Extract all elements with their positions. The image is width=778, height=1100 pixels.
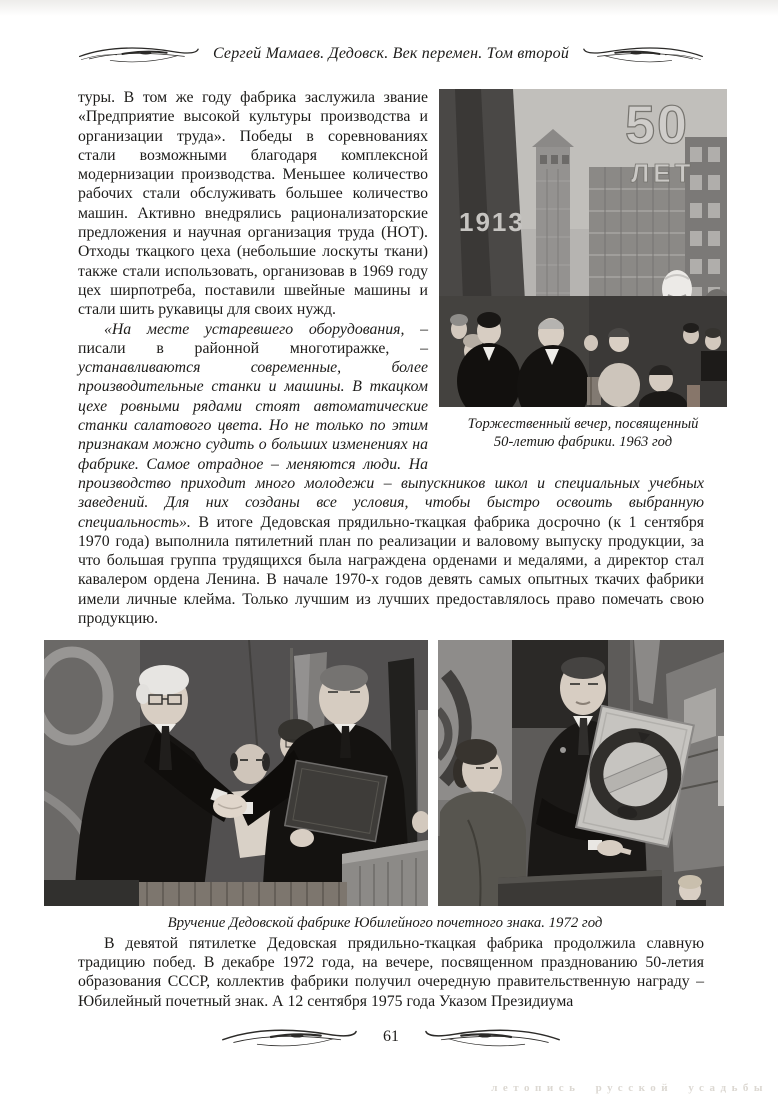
top-photo-figure	[439, 89, 727, 451]
top-photo-caption	[439, 415, 727, 451]
flourish-ornament-icon	[221, 1026, 357, 1048]
handshake	[213, 794, 247, 818]
backdrop-50-text: 50	[625, 95, 690, 155]
paragraph: В девятой пятилетке Дедовская прядильно-ткацкая фабрика продолжила славную традицию побед. В декабре 1972 года, на вечере, посвященном празднованию 50-летия образования СССР, коллектив фабрики получил очередную правительственную награду – Юбилейный почетный знак. А 12 сентября 1975 года Указом Президиума	[78, 934, 704, 1010]
page-header	[78, 42, 704, 66]
paragraph-continuation: туры. В том же году фабрика заслужила звание «Предприятие высокой культуры производства и организации труда». Победы в соревнованиях стали возможными благодаря комплексной модернизации производства. Меньшее количество рабочих стали обслуживать большее количество машин. Активно внедрялись рационализаторские предложения и научная организация труда (НОТ). Отходы ткацкого цеха (небольшие лоскуты ткани) также стали использовать, организовав в 1969 году цех ширпотреба, поставили швейные машины и стали шить рукавицы для своих нужд.	[78, 89, 428, 319]
flourish-ornament-icon	[583, 42, 704, 66]
award-photos-figure	[44, 640, 726, 933]
photo-award-handshake-1972	[44, 640, 428, 906]
caption-line: Торжественный вечер, посвященный	[467, 416, 699, 432]
backdrop-year-text: 1913	[459, 207, 525, 237]
page-content	[78, 88, 704, 1011]
publisher-watermark: летопись русской усадьбы	[491, 1082, 768, 1094]
flourish-ornament-icon	[78, 42, 199, 66]
quote-text: «На месте устаревшего оборудования, –	[104, 320, 428, 338]
page-footer	[78, 1026, 704, 1048]
quote-text: устанавливаются современные, более производительные станки и машины. В ткацком цехе ровными рядами стоят автоматические станки салатового цвета. Но не только по этим признакам можно судить о больших изменениях на фабрике. Самое отрадное – меняются люди. На производство приходит много молодежи – выпускников школ и специальных учебных заведений. Для них созданы все условия, чтобы быстро освоить выбранную специальность».	[78, 359, 704, 531]
running-title: Сергей Мамаев. Дедовск. Век перемен. Том второй	[212, 45, 570, 62]
caption-line: 50-летию фабрики. 1963 год	[493, 434, 673, 450]
attribution-text: писали в районной многотиражке, –	[78, 339, 428, 357]
award-photos-caption: Вручение Дедовской фабрике Юбилейного почетного знака. 1972 год	[167, 915, 603, 932]
photo-holding-jubilee-badge-1972	[438, 640, 724, 906]
backdrop-let-text: ЛЕТ	[631, 158, 695, 188]
photo-row	[44, 640, 726, 906]
photo-anniversary-1963	[439, 89, 727, 407]
narrative-text: В итоге Дедовская прядильно-ткацкая фабрика досрочно (к 1 сентября 1970 года) выполнила пятилетний план по реализации и валовому выпуску продукции, за что большая группа трудящихся была награждена орденами и медалями, а директор стал кавалером ордена Ленина. В начале 1970-х годов девять самых опытных ткачих фабрики имели личные клейма. Только лучшим из лучших предоставлялось право помечать свою продукцию.	[78, 513, 704, 628]
page-number: 61	[383, 1027, 399, 1045]
wood-rail	[139, 882, 347, 906]
flourish-ornament-icon	[425, 1026, 561, 1048]
audience	[439, 296, 727, 407]
